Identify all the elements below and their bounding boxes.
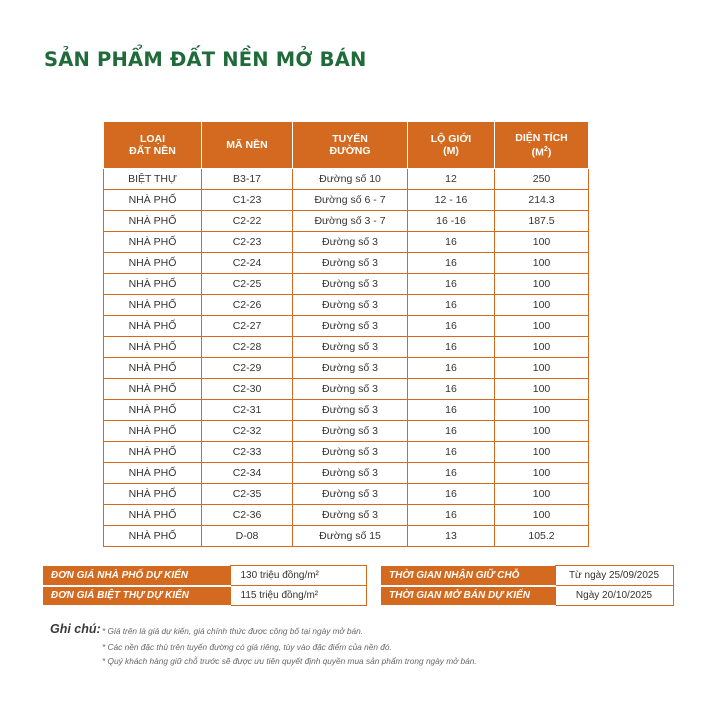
cell-road-width: 16 [408,358,495,379]
cell-area: 100 [495,274,589,295]
cell-area: 100 [495,358,589,379]
cell-land-type: NHÀ PHỐ [104,316,202,337]
header-road-width-line1: LỘ GIỚI [430,133,472,145]
cell-road: Đường số 3 [293,484,408,505]
header-area [495,122,589,169]
cell-road: Đường số 3 [293,358,408,379]
cell-land-type: NHÀ PHỐ [104,211,202,232]
cell-land-type: NHÀ PHỐ [104,505,202,526]
townhouse-price-label: ĐƠN GIÁ NHÀ PHỐ DỰ KIẾN [43,566,230,586]
cell-road-width: 16 -16 [408,211,495,232]
cell-lot-code: C2-23 [202,232,293,253]
header-road-line1: TUYẾN [332,133,368,145]
cell-land-type: NHÀ PHỐ [104,253,202,274]
table-row [104,253,589,274]
products-table [103,121,589,547]
cell-road: Đường số 3 [293,337,408,358]
cell-lot-code: C2-35 [202,484,293,505]
cell-area: 100 [495,463,589,484]
cell-area: 100 [495,232,589,253]
header-road-width [408,122,495,169]
cell-road-width: 16 [408,295,495,316]
townhouse-price-value: 130 triệu đồng/m² [230,566,366,586]
villa-price-label: ĐƠN GIÁ BIỆT THỰ DỰ KIẾN [43,586,230,606]
cell-road-width: 12 - 16 [408,190,495,211]
table-row [104,379,589,400]
reservation-time-label: THỜI GIAN NHẬN GIỮ CHỖ [381,566,555,586]
cell-lot-code: C2-33 [202,442,293,463]
cell-road: Đường số 15 [293,526,408,547]
cell-road: Đường số 3 [293,316,408,337]
opening-time-label: THỜI GIAN MỞ BÁN DỰ KIẾN [381,586,555,606]
cell-area: 100 [495,484,589,505]
cell-road-width: 16 [408,379,495,400]
opening-time-row [381,586,673,606]
villa-price-value: 115 triệu đồng/m² [230,586,366,606]
table-row [104,316,589,337]
table-row [104,295,589,316]
header-land-type-line2: ĐẤT NỀN [129,145,176,157]
cell-road-width: 16 [408,463,495,484]
cell-area: 100 [495,505,589,526]
table-row [104,442,589,463]
cell-road: Đường số 3 [293,253,408,274]
cell-lot-code: C2-24 [202,253,293,274]
header-lot-code: MÃ NỀN [202,122,293,169]
cell-road: Đường số 3 [293,232,408,253]
table-row [104,274,589,295]
cell-lot-code: C2-29 [202,358,293,379]
cell-road-width: 16 [408,400,495,421]
cell-road-width: 13 [408,526,495,547]
note-item: * Quý khách hàng giữ chỗ trước sẽ được ưu tiên quyết định quyền mua sản phẩm trong ngày mở bán. [102,656,477,666]
cell-road-width: 16 [408,442,495,463]
cell-land-type: NHÀ PHỐ [104,442,202,463]
note-item: * Các nền đặc thù trên tuyến đường có giá riêng, tùy vào đặc điểm của nền đó. [102,642,392,652]
cell-area: 100 [495,295,589,316]
cell-area: 214.3 [495,190,589,211]
cell-land-type: NHÀ PHỐ [104,526,202,547]
cell-area: 100 [495,316,589,337]
cell-road: Đường số 3 - 7 [293,211,408,232]
cell-road: Đường số 3 [293,379,408,400]
cell-land-type: NHÀ PHỐ [104,358,202,379]
cell-lot-code: B3-17 [202,169,293,190]
cell-lot-code: C2-36 [202,505,293,526]
cell-area: 100 [495,379,589,400]
products-table-body [104,169,589,547]
cell-road: Đường số 3 [293,295,408,316]
cell-lot-code: C2-27 [202,316,293,337]
cell-road-width: 16 [408,484,495,505]
note-item: * Giá trên là giá dự kiến, giá chính thức được công bố tại ngày mở bán. [102,626,364,636]
header-road-width-line2: (M) [443,145,459,157]
table-row [104,400,589,421]
header-land-type-line1: LOẠI [139,133,166,145]
cell-area: 100 [495,421,589,442]
cell-land-type: NHÀ PHỐ [104,232,202,253]
cell-land-type: NHÀ PHỐ [104,274,202,295]
table-row [104,211,589,232]
cell-lot-code: D-08 [202,526,293,547]
townhouse-price-row [43,566,366,586]
cell-land-type: NHÀ PHỐ [104,379,202,400]
table-row [104,484,589,505]
table-row [104,421,589,442]
table-row [104,232,589,253]
header-area-sup: 2 [543,145,548,153]
cell-area: 100 [495,442,589,463]
cell-road: Đường số 3 [293,463,408,484]
cell-road: Đường số 10 [293,169,408,190]
cell-road-width: 16 [408,316,495,337]
opening-time-value: Ngày 20/10/2025 [555,586,673,606]
cell-area: 105.2 [495,526,589,547]
cell-lot-code: C1-23 [202,190,293,211]
cell-lot-code: C2-28 [202,337,293,358]
cell-area: 187.5 [495,211,589,232]
unit-price-box [43,565,367,607]
cell-road-width: 16 [408,274,495,295]
villa-price-row [43,586,366,606]
cell-land-type: NHÀ PHỐ [104,484,202,505]
cell-lot-code: C2-34 [202,463,293,484]
header-land-type [104,122,202,169]
cell-road: Đường số 3 [293,400,408,421]
cell-lot-code: C2-25 [202,274,293,295]
cell-road-width: 12 [408,169,495,190]
cell-land-type: NHÀ PHỐ [104,295,202,316]
page-title: SẢN PHẨM ĐẤT NỀN MỞ BÁN [44,48,367,71]
cell-area: 100 [495,400,589,421]
table-row [104,337,589,358]
table-row [104,463,589,484]
cell-land-type: NHÀ PHỐ [104,190,202,211]
table-row [104,358,589,379]
notes-label: Ghi chú: [50,622,101,636]
cell-road-width: 16 [408,337,495,358]
cell-land-type: NHÀ PHỐ [104,421,202,442]
header-road [293,122,408,169]
schedule-box [381,565,674,607]
cell-lot-code: C2-30 [202,379,293,400]
cell-area: 250 [495,169,589,190]
cell-lot-code: C2-22 [202,211,293,232]
cell-road: Đường số 6 - 7 [293,190,408,211]
cell-land-type: NHÀ PHỐ [104,463,202,484]
cell-road-width: 16 [408,421,495,442]
table-row [104,505,589,526]
cell-road-width: 16 [408,253,495,274]
cell-land-type: BIỆT THỰ [104,169,202,190]
cell-area: 100 [495,337,589,358]
cell-road: Đường số 3 [293,442,408,463]
cell-area: 100 [495,253,589,274]
cell-road-width: 16 [408,232,495,253]
cell-land-type: NHÀ PHỐ [104,400,202,421]
reservation-time-value: Từ ngày 25/09/2025 [555,566,673,586]
table-row [104,169,589,190]
cell-road: Đường số 3 [293,421,408,442]
header-area-line1: DIỆN TÍCH [515,131,568,144]
cell-land-type: NHÀ PHỐ [104,337,202,358]
reservation-time-row [381,566,673,586]
cell-road: Đường số 3 [293,505,408,526]
table-row [104,526,589,547]
cell-lot-code: C2-31 [202,400,293,421]
header-area-unit: (M [531,146,544,159]
header-area-close: ) [547,146,552,159]
cell-lot-code: C2-32 [202,421,293,442]
cell-road-width: 16 [408,505,495,526]
cell-road: Đường số 3 [293,274,408,295]
cell-lot-code: C2-26 [202,295,293,316]
header-road-line2: ĐƯỜNG [329,145,371,157]
table-header-row [104,122,589,169]
table-row [104,190,589,211]
